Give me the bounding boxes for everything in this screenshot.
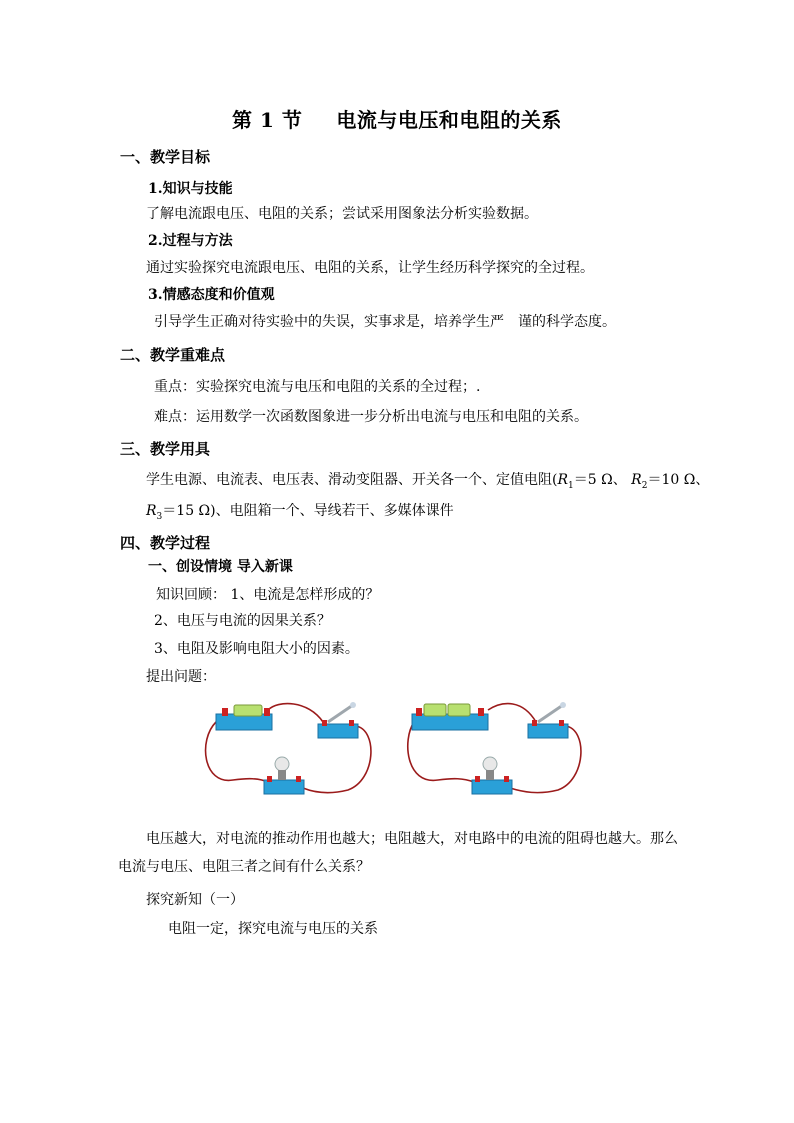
battery-icon xyxy=(234,705,262,716)
paragraph-discussion-line1: 电压越大，对电流的推动作用也越大；电阻越大，对电路中的电流的阻碍也越大。那么 xyxy=(146,831,678,847)
paragraph-equipment-line2: $R_3=15$ Ω)、电阻箱一个、导线若干、多媒体课件 xyxy=(146,503,454,522)
bulb-icon xyxy=(275,757,289,771)
battery-icon xyxy=(448,704,470,716)
subheading-attitude: 3.情感态度和价值观 xyxy=(148,287,275,303)
ask-question-label: 提出问题： xyxy=(146,669,216,685)
switch-icon xyxy=(538,705,563,722)
paragraph-attitude: 引导学生正确对待实验中的失误，实事求是，培养学生严 谨的科学态度。 xyxy=(154,314,616,330)
circuit-figure xyxy=(198,700,584,804)
paragraph-difficulty: 难点：运用数学一次函数图象进一步分析出电流与电压和电阻的关系。 xyxy=(154,409,588,425)
paragraph-equipment-line1: 学生电源、电流表、电压表、滑动变阻器、开关各一个、定值电阻($R_1=5$ Ω、 $R_2=10$ Ω、 xyxy=(146,472,710,491)
bulb-icon xyxy=(483,757,497,771)
subheading-knowledge: 1.知识与技能 xyxy=(148,181,233,197)
page-title xyxy=(232,104,562,133)
paragraph-key-point: 重点：实验探究电流与电压和电阻的关系的全过程；. xyxy=(154,379,481,395)
section-title: 电流与电压和电阻的关系 xyxy=(336,108,562,132)
heading-key-points: 二、教学重难点 xyxy=(120,346,226,364)
review-question-1: 知识回顾： 1、电流是怎样形成的？ xyxy=(156,587,380,603)
lamp-base xyxy=(472,780,512,794)
switch-base xyxy=(528,724,568,738)
battery-icon xyxy=(424,704,446,716)
paragraph-process: 通过实验探究电流跟电压、电阻的关系，让学生经历科学探究的全过程。 xyxy=(146,260,594,276)
switch-icon xyxy=(328,705,353,722)
paragraph-knowledge: 了解电流跟电压、电阻的关系；尝试采用图象法分析实验数据。 xyxy=(146,206,538,222)
section-number: 第 1 节 xyxy=(232,108,303,132)
paragraph-discussion-line2: 电流与电压、电阻三者之间有什么关系？ xyxy=(118,859,370,875)
circuit-diagram-right xyxy=(408,702,581,794)
switch-base xyxy=(318,724,358,738)
subheading-intro: 一、创设情境 导入新课 xyxy=(148,559,293,575)
review-question-3: 3、电阻及影响电阻大小的因素。 xyxy=(154,641,359,657)
explore-heading: 探究新知（一） xyxy=(146,892,244,908)
heading-equipment: 三、教学用具 xyxy=(120,440,211,458)
heading-objectives: 一、教学目标 xyxy=(120,148,211,166)
circuit-diagram-left xyxy=(206,702,371,794)
subheading-process: 2.过程与方法 xyxy=(148,233,233,249)
lamp-base xyxy=(264,780,304,794)
heading-process: 四、教学过程 xyxy=(120,534,211,552)
explore-subheading: 电阻一定，探究电流与电压的关系 xyxy=(168,921,378,937)
review-question-2: 2、电压与电流的因果关系？ xyxy=(154,613,331,629)
